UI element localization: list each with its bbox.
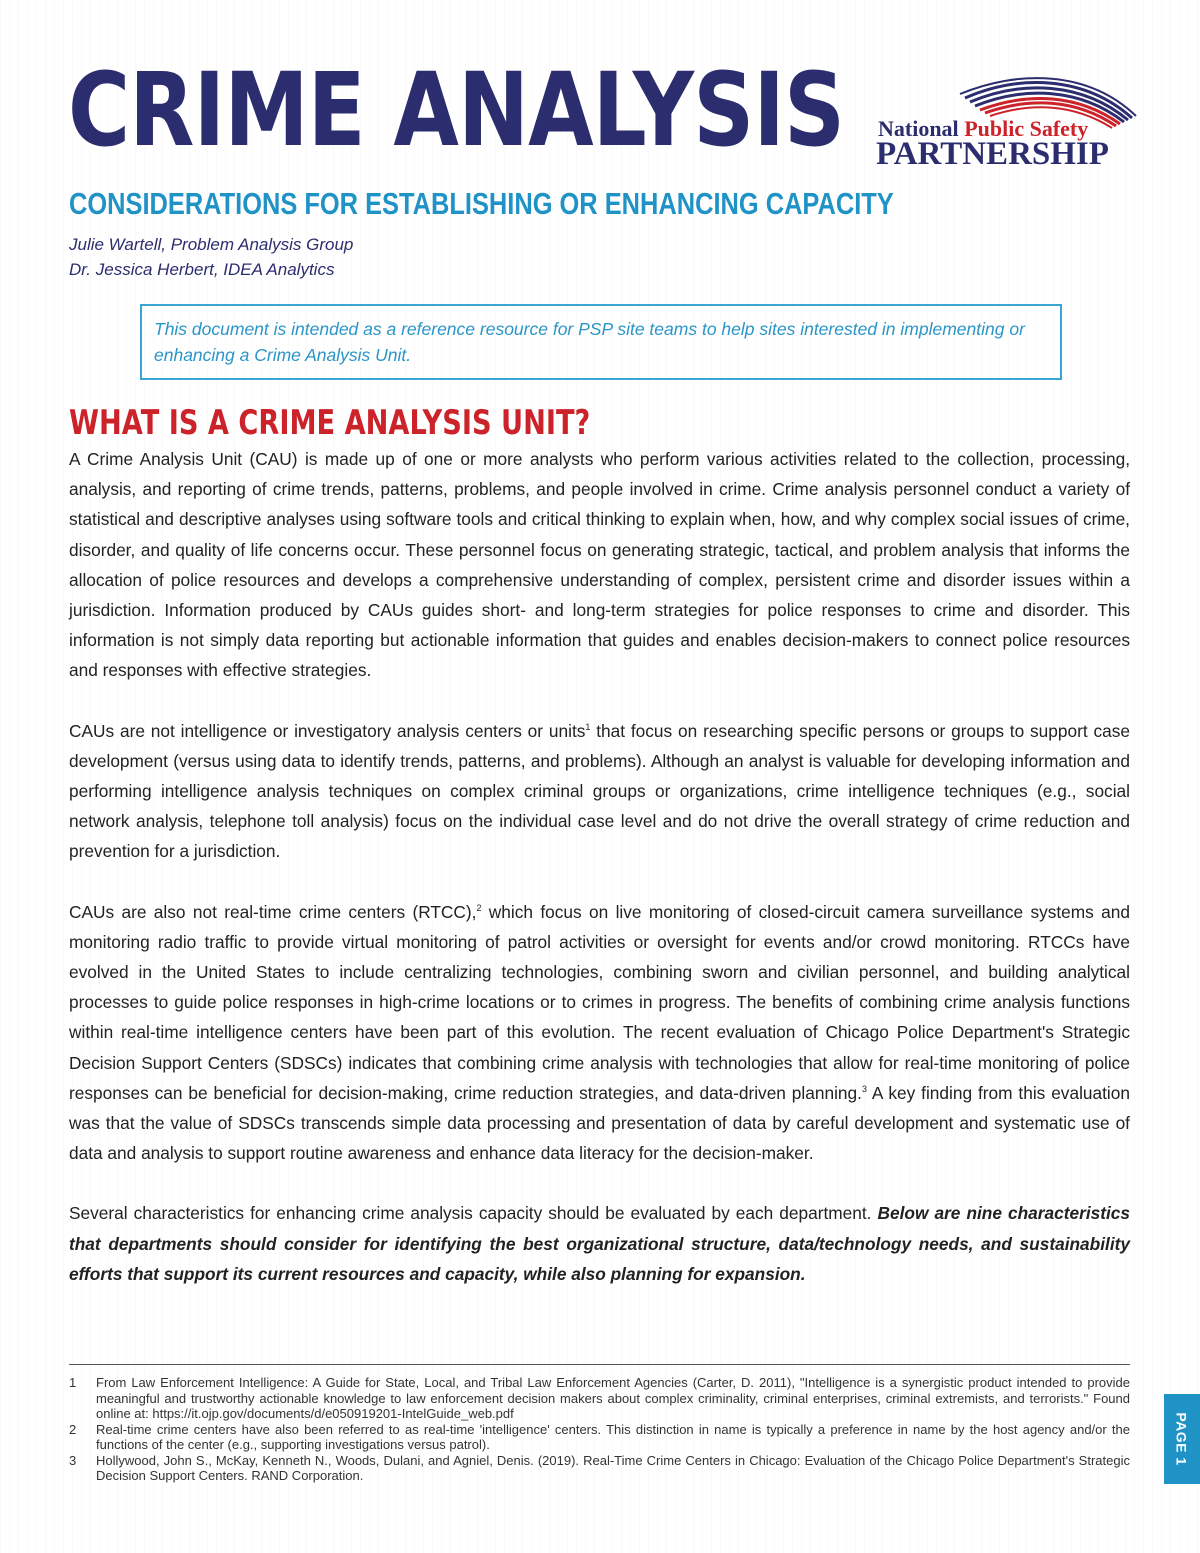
page-number-tab bbox=[1164, 1394, 1200, 1484]
footnote-3 bbox=[69, 1453, 1130, 1484]
intro-callout-box bbox=[140, 304, 1062, 380]
paragraph-1 bbox=[69, 444, 1130, 686]
footnote-ref-2[interactable]: 2 bbox=[476, 902, 482, 913]
footnote-divider bbox=[69, 1364, 1130, 1365]
footnote-ref-3[interactable]: 3 bbox=[861, 1084, 867, 1095]
footnotes bbox=[69, 1375, 1130, 1484]
logo-text-bottom: PARTNERSHIP bbox=[876, 136, 1109, 172]
footnote-2 bbox=[69, 1422, 1130, 1453]
callout-text: This document is intended as a reference resource for PSP site teams to help sites interested in implementing or enhancing a Crime Analysis Unit. bbox=[154, 319, 1025, 365]
footnote-ref-1[interactable]: 1 bbox=[585, 721, 591, 732]
footnote-number: 1 bbox=[69, 1375, 77, 1390]
footnote-text: From Law Enforcement Intelligence: A Guide for State, Local, and Tribal Law Enforcement Agencies (Carter, D. 2011), "Intelligence is a synergistic product intended to provide meaningful and trustworthy actionable knowledge to law enforcement decision makers about complex criminality, criminal enterprises, criminal extremists, and terrorists." Found online at: https://it.ojp.gov/documents/d/e050919201-IntelGuide_web.pdf bbox=[96, 1375, 1130, 1421]
footnote-1 bbox=[69, 1375, 1130, 1422]
footnote-number: 3 bbox=[69, 1452, 77, 1468]
paragraph-4-text: Several characteristics for enhancing crime analysis capacity should be evaluated by each department. bbox=[69, 1203, 878, 1224]
paragraph-3-text-b: which focus on live monitoring of closed-circuit camera surveillance systems and monitoring radio traffic to provide virtual monitoring of patrol activities or oversight for events and/or crowd monitoring. RTCCs have evolved in the United States to include centralizing technologies, combining sworn and civilian personnel, and building analytical processes to guide police responses in high-crime locations or to crimes in progress. The benefits of combining crime analysis functions within real-time intelligence centers have been part of this evolution. The recent evaluation of Chicago Police Department's Strategic Decision Support Centers (SDSCs) indicates that combining crime analysis with technologies that allow for real-time monitoring of police responses can be beneficial for decision-making, crime reduction strategies, and data-driven planning. bbox=[69, 901, 1130, 1103]
author-list bbox=[69, 232, 353, 282]
paragraph-2 bbox=[69, 716, 1130, 867]
paragraph-4 bbox=[69, 1198, 1130, 1289]
body-text bbox=[69, 444, 1130, 1319]
paragraph-1-text: A Crime Analysis Unit (CAU) is made up of one or more analysts who perform various activities related to the collection, processing, analysis, and reporting of crime trends, patterns, problems, and people involved in crime. Crime analysis personnel conduct a variety of statistical and descriptive analyses using software tools and critical thinking to explain when, how, and why complex social issues of crime, disorder, and quality of life concerns occur. These personnel focus on generating strategic, tactical, and problem analysis that informs the allocation of police resources and develops a comprehensive understanding of complex, persistent crime and disorder issues within a jurisdiction. Information produced by CAUs guides short- and long-term strategies for police responses to crime and disorder. This information is not simply data reporting but actionable information that guides and enables decision-makers to connect police resources and responses with effective strategies. bbox=[69, 449, 1130, 681]
page-number-label: PAGE 1 bbox=[1174, 1412, 1190, 1466]
partnership-logo bbox=[870, 70, 1140, 180]
paragraph-2-text-a: CAUs are not intelligence or investigatory analysis centers or units bbox=[69, 720, 586, 741]
paragraph-3 bbox=[69, 897, 1130, 1169]
section-heading: WHAT IS A CRIME ANALYSIS UNIT? bbox=[69, 403, 591, 443]
paragraph-2-text-b: that focus on researching specific persons or groups to support case development (versus using data to identify trends, patterns, and problems). Although an analyst is valuable for developing information and performing intelligence analysis techniques on complex criminal groups or organizations, crime intelligence techniques (e.g., social network analysis, telephone toll analysis) focus on the individual case level and do not drive the overall strategy of crime reduction and prevention for a jurisdiction. bbox=[69, 720, 1131, 862]
author-1: Julie Wartell, Problem Analysis Group bbox=[69, 235, 354, 254]
author-2: Dr. Jessica Herbert, IDEA Analytics bbox=[69, 260, 335, 279]
document-title: CRIME ANALYSIS bbox=[68, 51, 845, 170]
paragraph-3-text-c: A key finding from this evaluation was that the value of SDSCs transcends simple data processing and presentation of data by careful development and systematic use of data and analysis to support routine awareness and enhance data literacy for the decision-maker. bbox=[69, 1082, 1130, 1164]
footnote-number: 2 bbox=[69, 1421, 77, 1437]
logo-word-public-safety: Public Safety bbox=[964, 116, 1089, 141]
logo-word-national: National bbox=[878, 116, 959, 141]
paragraph-4-emphasis: Below are nine characteristics that departments should consider for identifying the best organizational structure, data/technology needs, and sustainability efforts that support its current resources and capacity, while also planning for expansion. bbox=[69, 1203, 1131, 1284]
paragraph-3-text-a: CAUs are also not real-time crime centers (RTCC), bbox=[69, 901, 477, 922]
footnote-text: Real-time crime centers have also been referred to as real-time 'intelligence' centers. This distinction in name is typically a preference in name by the host agency and/or the functions of the center (e.g., supporting investigations versus patrol). bbox=[96, 1421, 1130, 1452]
document-subtitle: CONSIDERATIONS FOR ESTABLISHING OR ENHANCING CAPACITY bbox=[69, 186, 894, 221]
footnote-text: Hollywood, John S., McKay, Kenneth N., Woods, Dulani, and Agniel, Denis. (2019). Real-Time Crime Centers in Chicago: Evaluation of the Chicago Police Department's Strategic Decision Support Centers. RAND Corporation. bbox=[96, 1452, 1130, 1483]
